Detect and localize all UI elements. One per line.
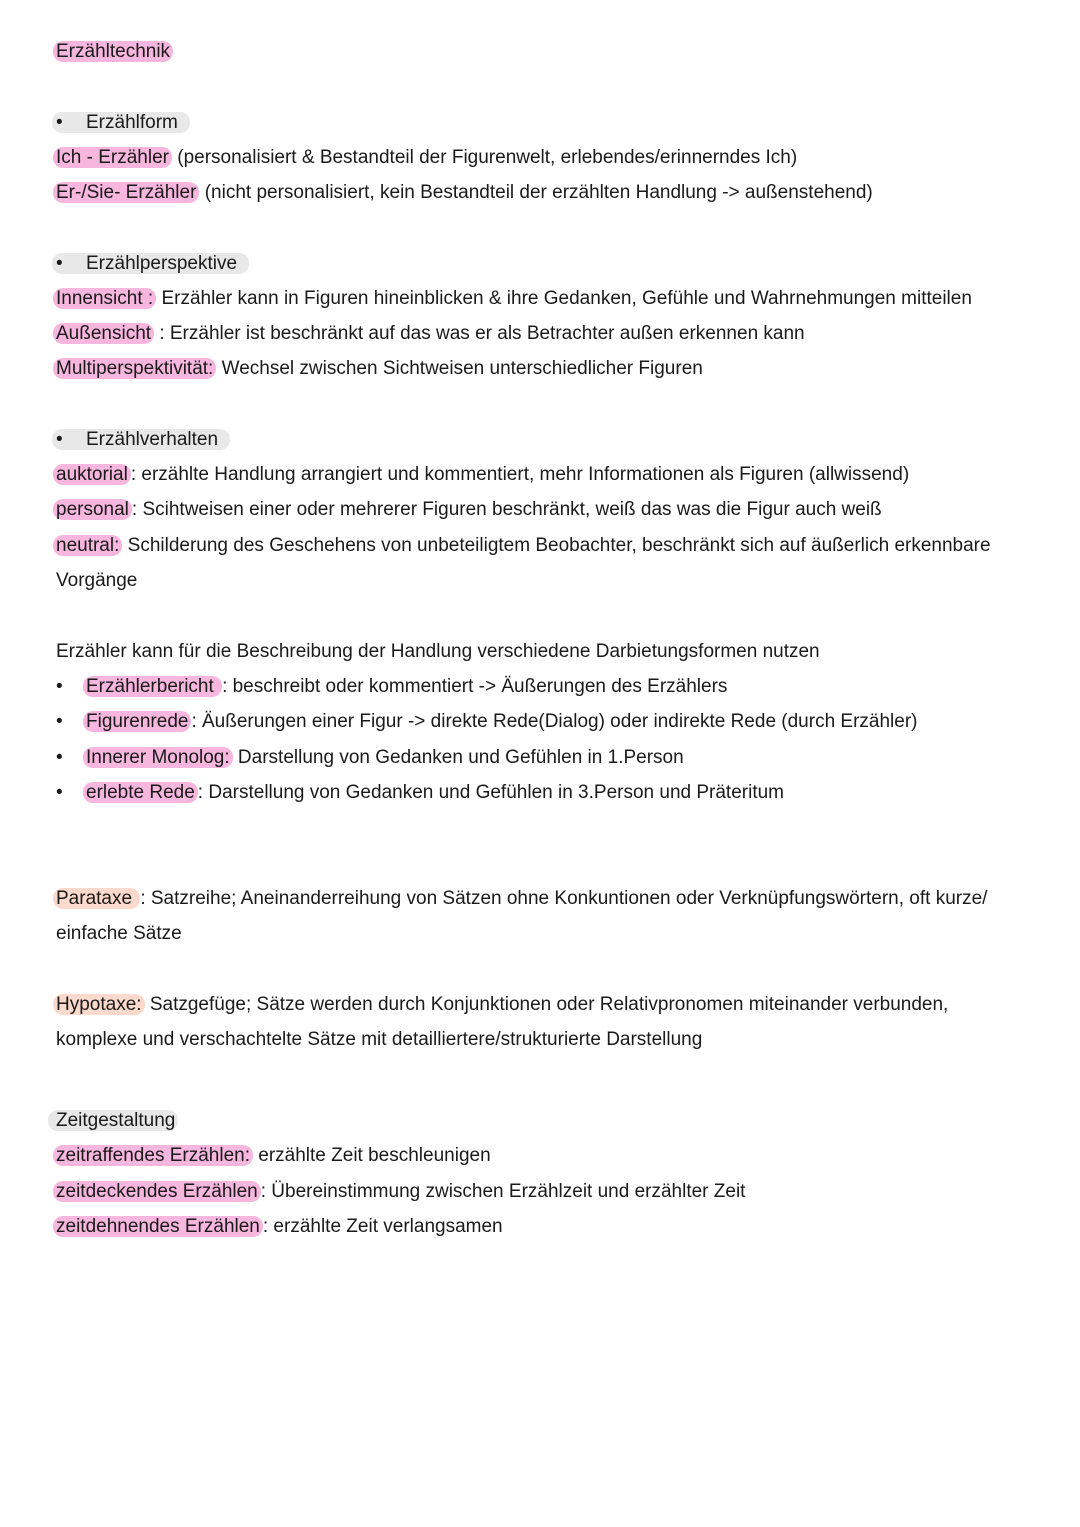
definition: : Äußerungen einer Figur -> direkte Rede(Dialog) oder indirekte Rede (durch Erzähler) <box>191 711 918 732</box>
definition-line <box>56 181 873 205</box>
section-heading-perspektive: • Erzählperspektive <box>56 252 249 276</box>
list-item <box>86 746 684 770</box>
term: Ich - Erzähler <box>53 147 172 168</box>
hypotaxe-continuation: komplexe und verschachtelte Sätze mit detailliertere/strukturierte Darstellung <box>56 1029 703 1050</box>
definition-line <box>56 498 882 522</box>
list-item <box>86 710 918 734</box>
definition: : erzählte Handlung arrangiert und kommentiert, mehr Informationen als Figuren (allwissend) <box>130 464 910 485</box>
definition: : beschreibt oder kommentiert -> Äußerungen des Erzählers <box>222 676 728 697</box>
bullet-icon: • <box>56 711 63 732</box>
term: Er-/Sie- Erzähler <box>53 182 199 203</box>
definition-line <box>56 1215 503 1239</box>
section-heading-verhalten: • Erzählverhalten <box>56 428 230 452</box>
definition: Schilderung des Geschehens von unbeteiligtem Beobachter, beschränkt sich auf äußerlich erkennbare <box>122 535 991 556</box>
definition: : Scihtweisen einer oder mehrerer Figuren beschränkt, weiß das was die Figur auch weiß <box>131 499 882 520</box>
definition-line <box>56 1144 491 1168</box>
definition: (nicht personalisiert, kein Bestandteil der erzählten Handlung -> außenstehend) <box>199 182 873 203</box>
term: Parataxe <box>53 888 140 909</box>
parataxe-continuation: einfache Sätze <box>56 923 182 944</box>
term: Innerer Monolog: <box>83 747 233 768</box>
definition-line <box>56 463 909 487</box>
parataxe-line <box>56 887 987 911</box>
bullet-icon: • <box>56 112 63 133</box>
term: Außensicht <box>53 323 154 344</box>
definition-line <box>56 322 805 346</box>
definition: : Satzreihe; Aneinanderreihung von Sätzen ohne Konkuntionen oder Verknüpfungswörtern, oft kurze/ <box>140 888 988 909</box>
hypotaxe-line <box>56 993 948 1017</box>
bullet-icon: • <box>56 782 63 803</box>
definition-continuation: Vorgänge <box>56 570 138 591</box>
term: Erzählerbericht <box>83 676 222 697</box>
definition-line <box>56 287 972 311</box>
definition: Satzgefüge; Sätze werden durch Konjunktionen oder Relativpronomen miteinander verbunden, <box>144 994 949 1015</box>
term: erlebte Rede <box>83 782 198 803</box>
definition-line <box>56 357 703 381</box>
term: Figurenrede <box>83 711 191 732</box>
term: zeitdeckendes Erzählen <box>53 1181 261 1202</box>
page-title-text: Erzähltechnik <box>53 41 173 62</box>
bullet-icon: • <box>56 253 63 274</box>
definition: erzählte Zeit beschleunigen <box>253 1145 491 1166</box>
term: personal <box>53 499 132 520</box>
list-item <box>86 781 784 805</box>
page-title <box>56 40 173 64</box>
definition: : erzählte Zeit verlangsamen <box>262 1216 503 1237</box>
definition: : Übereinstimmung zwischen Erzählzeit und erzählter Zeit <box>260 1181 746 1202</box>
term: zeitdehnendes Erzählen <box>53 1216 263 1237</box>
definition-line <box>56 534 991 558</box>
term: neutral: <box>53 535 122 556</box>
definition: (personalisiert & Bestandteil der Figurenwelt, erlebendes/erinnerndes Ich) <box>171 147 798 168</box>
term: Hypotaxe: <box>53 994 145 1015</box>
term: Innensicht : <box>53 288 156 309</box>
definition-line <box>56 1180 745 1204</box>
definition: Wechsel zwischen Sichtweisen unterschiedlicher Figuren <box>216 358 703 379</box>
section-heading-zeit: Zeitgestaltung <box>56 1109 178 1133</box>
bullet-icon: • <box>56 676 63 697</box>
bullet-icon: • <box>56 747 63 768</box>
term: Multiperspektivität: <box>53 358 216 379</box>
list-item <box>86 675 727 699</box>
section-heading-erzaehlform: • Erzählform <box>56 111 190 135</box>
definition: Darstellung von Gedanken und Gefühlen in 1.Person <box>232 747 684 768</box>
paragraph-intro: Erzähler kann für die Beschreibung der Handlung verschiedene Darbietungsformen nutzen <box>56 641 820 662</box>
bullet-icon: • <box>56 429 63 450</box>
term: zeitraffendes Erzählen: <box>53 1145 253 1166</box>
definition: : Erzähler ist beschränkt auf das was er als Betrachter außen erkennen kann <box>154 323 805 344</box>
definition: Erzähler kann in Figuren hineinblicken & ihre Gedanken, Gefühle und Wahrnehmungen mitteilen <box>156 288 972 309</box>
definition-line <box>56 146 797 170</box>
definition: : Darstellung von Gedanken und Gefühlen in 3.Person und Präteritum <box>197 782 784 803</box>
term: auktorial <box>53 464 131 485</box>
